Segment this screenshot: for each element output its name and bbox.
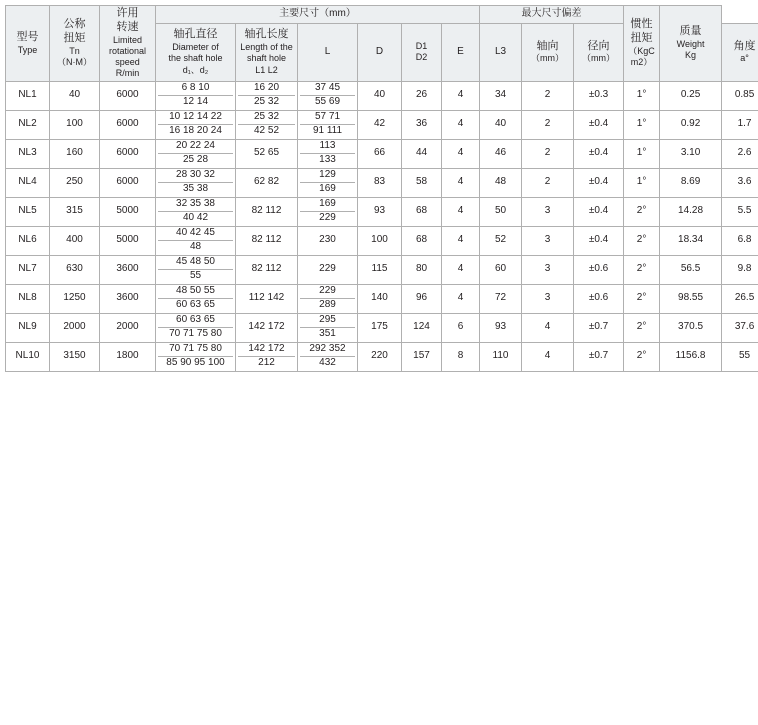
cell-type: NL2 xyxy=(6,110,50,139)
cell-shaft-length: 82 112 xyxy=(236,197,298,226)
cell-angle: 2° xyxy=(624,342,660,371)
cell-D1D2: 58 xyxy=(402,168,442,197)
cell-type: NL5 xyxy=(6,197,50,226)
header-shaft-diameter xyxy=(156,23,236,81)
cell-D1D2: 96 xyxy=(402,284,442,313)
cell-L xyxy=(298,110,358,139)
cell-shaft-diameter-top: 28 30 32 xyxy=(158,170,233,183)
cell-axial: 3 xyxy=(522,197,574,226)
cell-L-bottom: 55 69 xyxy=(314,95,341,107)
cell-shaft-length xyxy=(236,110,298,139)
cell-shaft-diameter-bottom: 85 90 95 100 xyxy=(166,356,225,368)
header-angle xyxy=(722,23,758,81)
cell-inertia: 14.28 xyxy=(660,197,722,226)
cell-weight: 9.8 xyxy=(722,255,758,284)
cell-shaft-length-top: 25 32 xyxy=(238,112,295,125)
cell-angle: 1° xyxy=(624,81,660,110)
cell-radial: ±0.6 xyxy=(574,284,624,313)
cell-inertia: 3.10 xyxy=(660,139,722,168)
cell-speed: 5000 xyxy=(100,226,156,255)
header-angle-unit: a° xyxy=(740,53,749,64)
cell-shaft-length: 52 65 xyxy=(236,139,298,168)
cell-D1D2: 124 xyxy=(402,313,442,342)
cell-axial: 2 xyxy=(522,81,574,110)
cell-L-top: 37 45 xyxy=(300,83,355,96)
cell-angle: 2° xyxy=(624,313,660,342)
cell-E: 4 xyxy=(442,110,480,139)
header-radial-unit: （mm） xyxy=(582,53,616,64)
cell-weight: 26.5 xyxy=(722,284,758,313)
header-torque-unit: （N·M） xyxy=(57,57,92,67)
cell-angle: 2° xyxy=(624,226,660,255)
cell-L: 229 xyxy=(298,255,358,284)
cell-E: 6 xyxy=(442,313,480,342)
cell-L-bottom: 289 xyxy=(319,298,336,310)
cell-speed: 6000 xyxy=(100,139,156,168)
cell-D1D2: 26 xyxy=(402,81,442,110)
header-angle-cn: 角度 xyxy=(733,39,756,52)
cell-axial: 3 xyxy=(522,284,574,313)
cell-type: NL4 xyxy=(6,168,50,197)
cell-angle: 1° xyxy=(624,168,660,197)
cell-shaft-diameter-bottom: 25 28 xyxy=(182,153,209,165)
cell-shaft-length: 142 172 xyxy=(236,313,298,342)
header-inertia-unit: （KgCm2） xyxy=(628,45,655,67)
cell-axial: 2 xyxy=(522,110,574,139)
cell-shaft-length-top: 16 20 xyxy=(238,83,295,96)
header-weight-unit: Kg xyxy=(685,50,697,61)
cell-inertia: 0.25 xyxy=(660,81,722,110)
header-speed-en1: Limited xyxy=(112,34,142,45)
cell-L-bottom: 229 xyxy=(319,211,336,223)
header-shaft-diameter-en2: the shaft hole xyxy=(168,53,223,64)
cell-L3: 40 xyxy=(480,110,522,139)
cell-inertia: 0.92 xyxy=(660,110,722,139)
cell-L xyxy=(298,313,358,342)
cell-radial: ±0.4 xyxy=(574,168,624,197)
header-shaft-diameter-en1: Diameter of xyxy=(172,42,219,53)
cell-shaft-diameter-bottom: 48 xyxy=(189,240,202,252)
header-axial-unit: （mm） xyxy=(531,53,565,64)
cell-D: 83 xyxy=(358,168,402,197)
cell-axial: 4 xyxy=(522,342,574,371)
table-row xyxy=(6,255,758,284)
cell-axial: 2 xyxy=(522,139,574,168)
header-shaft-length xyxy=(236,23,298,81)
cell-shaft-diameter-bottom: 16 18 20 24 xyxy=(169,124,222,136)
cell-shaft-length: 112 142 xyxy=(236,284,298,313)
cell-L xyxy=(298,197,358,226)
cell-L xyxy=(298,139,358,168)
cell-shaft-diameter-top: 45 48 50 xyxy=(158,257,233,270)
header-axial-cn: 轴向 xyxy=(536,39,559,52)
table-row xyxy=(6,226,758,255)
cell-radial: ±0.7 xyxy=(574,313,624,342)
cell-shaft-length: 82 112 xyxy=(236,255,298,284)
header-axial xyxy=(522,23,574,81)
cell-shaft-length: 62 82 xyxy=(236,168,298,197)
cell-shaft-diameter-bottom: 35 38 xyxy=(182,182,209,194)
cell-radial: ±0.7 xyxy=(574,342,624,371)
header-speed-unit: R/min xyxy=(115,68,140,79)
cell-E: 4 xyxy=(442,284,480,313)
cell-shaft-diameter xyxy=(156,255,236,284)
cell-inertia: 8.69 xyxy=(660,168,722,197)
cell-shaft-length-bottom: 42 52 xyxy=(253,124,280,136)
cell-shaft-length-bottom: 25 32 xyxy=(253,95,280,107)
cell-L xyxy=(298,168,358,197)
cell-D1D2: 36 xyxy=(402,110,442,139)
cell-D: 40 xyxy=(358,81,402,110)
cell-speed: 3600 xyxy=(100,255,156,284)
cell-L xyxy=(298,284,358,313)
header-torque-cn2: 扭矩 xyxy=(63,32,86,44)
cell-weight: 6.8 xyxy=(722,226,758,255)
cell-L3: 48 xyxy=(480,168,522,197)
cell-angle: 2° xyxy=(624,255,660,284)
cell-shaft-diameter-bottom: 40 42 xyxy=(182,211,209,223)
cell-shaft-diameter xyxy=(156,226,236,255)
header-shaft-length-en1: Length of the xyxy=(240,42,293,53)
cell-shaft-diameter-bottom: 55 xyxy=(189,269,202,281)
cell-weight: 2.6 xyxy=(722,139,758,168)
header-speed xyxy=(100,6,156,82)
cell-D: 93 xyxy=(358,197,402,226)
header-E: E xyxy=(442,23,480,81)
header-shaft-diameter-symbols: d₁、d₂ xyxy=(182,64,209,75)
header-inertia-cn2: 扭矩 xyxy=(630,32,653,44)
cell-torque: 40 xyxy=(50,81,100,110)
cell-L3: 72 xyxy=(480,284,522,313)
cell-weight: 1.7 xyxy=(722,110,758,139)
cell-shaft-diameter-bottom: 12 14 xyxy=(182,95,209,107)
cell-shaft-diameter-bottom: 70 71 75 80 xyxy=(169,327,222,339)
cell-axial: 3 xyxy=(522,255,574,284)
cell-E: 4 xyxy=(442,139,480,168)
cell-speed: 6000 xyxy=(100,81,156,110)
header-L: L xyxy=(298,23,358,81)
cell-shaft-diameter xyxy=(156,284,236,313)
cell-E: 4 xyxy=(442,255,480,284)
cell-type: NL7 xyxy=(6,255,50,284)
cell-angle: 1° xyxy=(624,139,660,168)
cell-speed: 2000 xyxy=(100,313,156,342)
cell-D1D2: 68 xyxy=(402,226,442,255)
cell-shaft-diameter-top: 40 42 45 xyxy=(158,228,233,241)
header-L3: L3 xyxy=(480,23,522,81)
table-row xyxy=(6,342,758,371)
cell-speed: 1800 xyxy=(100,342,156,371)
table-header xyxy=(6,6,758,82)
cell-L3: 93 xyxy=(480,313,522,342)
cell-shaft-diameter xyxy=(156,110,236,139)
cell-inertia: 370.5 xyxy=(660,313,722,342)
header-D1: D1 xyxy=(415,40,428,51)
cell-L-bottom: 169 xyxy=(319,182,336,194)
cell-D: 66 xyxy=(358,139,402,168)
cell-type: NL8 xyxy=(6,284,50,313)
cell-torque: 400 xyxy=(50,226,100,255)
cell-shaft-diameter xyxy=(156,197,236,226)
cell-shaft-diameter xyxy=(156,168,236,197)
header-shaft-length-cn: 轴孔长度 xyxy=(244,28,289,41)
cell-weight: 37.6 xyxy=(722,313,758,342)
header-D2: D2 xyxy=(415,52,428,63)
cell-torque: 2000 xyxy=(50,313,100,342)
table-row xyxy=(6,110,758,139)
cell-shaft-diameter-top: 20 22 24 xyxy=(158,141,233,154)
cell-L-top: 295 xyxy=(300,315,355,328)
header-main-dimensions: 主要尺寸（mm） xyxy=(156,6,480,24)
cell-weight: 55 xyxy=(722,342,758,371)
header-shaft-length-en2: shaft hole xyxy=(246,53,287,64)
header-shaft-length-symbols: L1 L2 xyxy=(255,64,278,75)
specification-table xyxy=(5,5,758,372)
cell-torque: 100 xyxy=(50,110,100,139)
cell-L3: 110 xyxy=(480,342,522,371)
cell-inertia: 1156.8 xyxy=(660,342,722,371)
table-row xyxy=(6,139,758,168)
cell-type: NL3 xyxy=(6,139,50,168)
cell-D1D2: 80 xyxy=(402,255,442,284)
header-shaft-diameter-cn: 轴孔直径 xyxy=(173,28,218,41)
cell-torque: 250 xyxy=(50,168,100,197)
table-row xyxy=(6,284,758,313)
cell-speed: 6000 xyxy=(100,168,156,197)
header-weight-cn: 质量 xyxy=(679,25,702,38)
cell-shaft-diameter-top: 6 8 10 xyxy=(158,83,233,96)
cell-L-bottom: 351 xyxy=(319,327,336,339)
header-radial-cn: 径向 xyxy=(587,39,610,52)
header-D: D xyxy=(358,23,402,81)
table-body xyxy=(6,81,758,371)
cell-inertia: 56.5 xyxy=(660,255,722,284)
cell-torque: 3150 xyxy=(50,342,100,371)
cell-L xyxy=(298,342,358,371)
cell-angle: 1° xyxy=(624,110,660,139)
header-weight xyxy=(660,6,722,82)
cell-weight: 3.6 xyxy=(722,168,758,197)
header-torque xyxy=(50,6,100,82)
cell-L3: 52 xyxy=(480,226,522,255)
header-type-en: Type xyxy=(17,44,38,55)
cell-L3: 46 xyxy=(480,139,522,168)
cell-D1D2: 157 xyxy=(402,342,442,371)
cell-type: NL6 xyxy=(6,226,50,255)
header-torque-symbol: Tn xyxy=(69,45,80,56)
cell-D: 220 xyxy=(358,342,402,371)
header-max-deviation: 最大尺寸偏差 xyxy=(480,6,624,24)
header-speed-cn1: 许用 xyxy=(116,7,139,19)
cell-D1D2: 44 xyxy=(402,139,442,168)
cell-D: 100 xyxy=(358,226,402,255)
cell-type: NL1 xyxy=(6,81,50,110)
cell-torque: 315 xyxy=(50,197,100,226)
cell-speed: 6000 xyxy=(100,110,156,139)
cell-L-bottom: 133 xyxy=(319,153,336,165)
header-type xyxy=(6,6,50,82)
cell-shaft-diameter-top: 48 50 55 xyxy=(158,286,233,299)
header-radial xyxy=(574,23,624,81)
cell-L-bottom: 91 111 xyxy=(312,124,343,136)
header-weight-en: Weight xyxy=(676,38,705,49)
cell-L-top: 229 xyxy=(300,286,355,299)
cell-shaft-length: 82 112 xyxy=(236,226,298,255)
cell-L-top: 169 xyxy=(300,199,355,212)
cell-L-top: 57 71 xyxy=(300,112,355,125)
cell-E: 8 xyxy=(442,342,480,371)
header-row-1 xyxy=(6,6,758,24)
cell-weight: 0.85 xyxy=(722,81,758,110)
table-row xyxy=(6,197,758,226)
header-type-cn: 型号 xyxy=(16,30,39,43)
header-inertia xyxy=(624,6,660,82)
cell-D: 42 xyxy=(358,110,402,139)
cell-shaft-diameter xyxy=(156,313,236,342)
header-speed-cn2: 转速 xyxy=(116,20,139,33)
cell-torque: 160 xyxy=(50,139,100,168)
table-row xyxy=(6,168,758,197)
header-inertia-cn1: 惯性 xyxy=(630,18,653,31)
cell-speed: 5000 xyxy=(100,197,156,226)
cell-angle: 2° xyxy=(624,197,660,226)
cell-E: 4 xyxy=(442,81,480,110)
cell-shaft-diameter-top: 32 35 38 xyxy=(158,199,233,212)
cell-radial: ±0.3 xyxy=(574,81,624,110)
header-speed-en2: rotational xyxy=(108,45,147,56)
cell-L-top: 129 xyxy=(300,170,355,183)
cell-L3: 34 xyxy=(480,81,522,110)
header-D1D2 xyxy=(402,23,442,81)
cell-axial: 3 xyxy=(522,226,574,255)
cell-shaft-diameter-bottom: 60 63 65 xyxy=(176,298,215,310)
cell-shaft-diameter-top: 60 63 65 xyxy=(158,315,233,328)
table-row xyxy=(6,81,758,110)
cell-torque: 1250 xyxy=(50,284,100,313)
cell-L: 230 xyxy=(298,226,358,255)
cell-inertia: 98.55 xyxy=(660,284,722,313)
cell-shaft-diameter xyxy=(156,81,236,110)
cell-D1D2: 68 xyxy=(402,197,442,226)
cell-L-top: 113 xyxy=(300,141,355,154)
cell-D: 175 xyxy=(358,313,402,342)
cell-weight: 5.5 xyxy=(722,197,758,226)
cell-torque: 630 xyxy=(50,255,100,284)
table-row xyxy=(6,313,758,342)
cell-D: 115 xyxy=(358,255,402,284)
header-speed-en3: speed xyxy=(115,57,140,67)
cell-radial: ±0.4 xyxy=(574,139,624,168)
cell-shaft-diameter-top: 70 71 75 80 xyxy=(158,344,233,357)
cell-L-bottom: 432 xyxy=(319,356,336,368)
cell-shaft-diameter xyxy=(156,342,236,371)
cell-shaft-length-bottom: 212 xyxy=(258,356,275,368)
cell-L3: 60 xyxy=(480,255,522,284)
cell-D: 140 xyxy=(358,284,402,313)
cell-L xyxy=(298,81,358,110)
cell-L-top: 292 352 xyxy=(300,344,355,357)
cell-axial: 4 xyxy=(522,313,574,342)
cell-inertia: 18.34 xyxy=(660,226,722,255)
cell-E: 4 xyxy=(442,226,480,255)
cell-axial: 2 xyxy=(522,168,574,197)
cell-radial: ±0.4 xyxy=(574,110,624,139)
cell-radial: ±0.6 xyxy=(574,255,624,284)
cell-radial: ±0.4 xyxy=(574,197,624,226)
cell-L3: 50 xyxy=(480,197,522,226)
cell-angle: 2° xyxy=(624,284,660,313)
cell-radial: ±0.4 xyxy=(574,226,624,255)
cell-E: 4 xyxy=(442,168,480,197)
cell-E: 4 xyxy=(442,197,480,226)
cell-shaft-length xyxy=(236,81,298,110)
header-torque-cn1: 公称 xyxy=(63,18,86,31)
cell-type: NL9 xyxy=(6,313,50,342)
cell-shaft-length-top: 142 172 xyxy=(238,344,295,357)
cell-shaft-length xyxy=(236,342,298,371)
cell-shaft-diameter xyxy=(156,139,236,168)
cell-type: NL10 xyxy=(6,342,50,371)
cell-speed: 3600 xyxy=(100,284,156,313)
cell-shaft-diameter-top: 10 12 14 22 xyxy=(158,112,233,125)
